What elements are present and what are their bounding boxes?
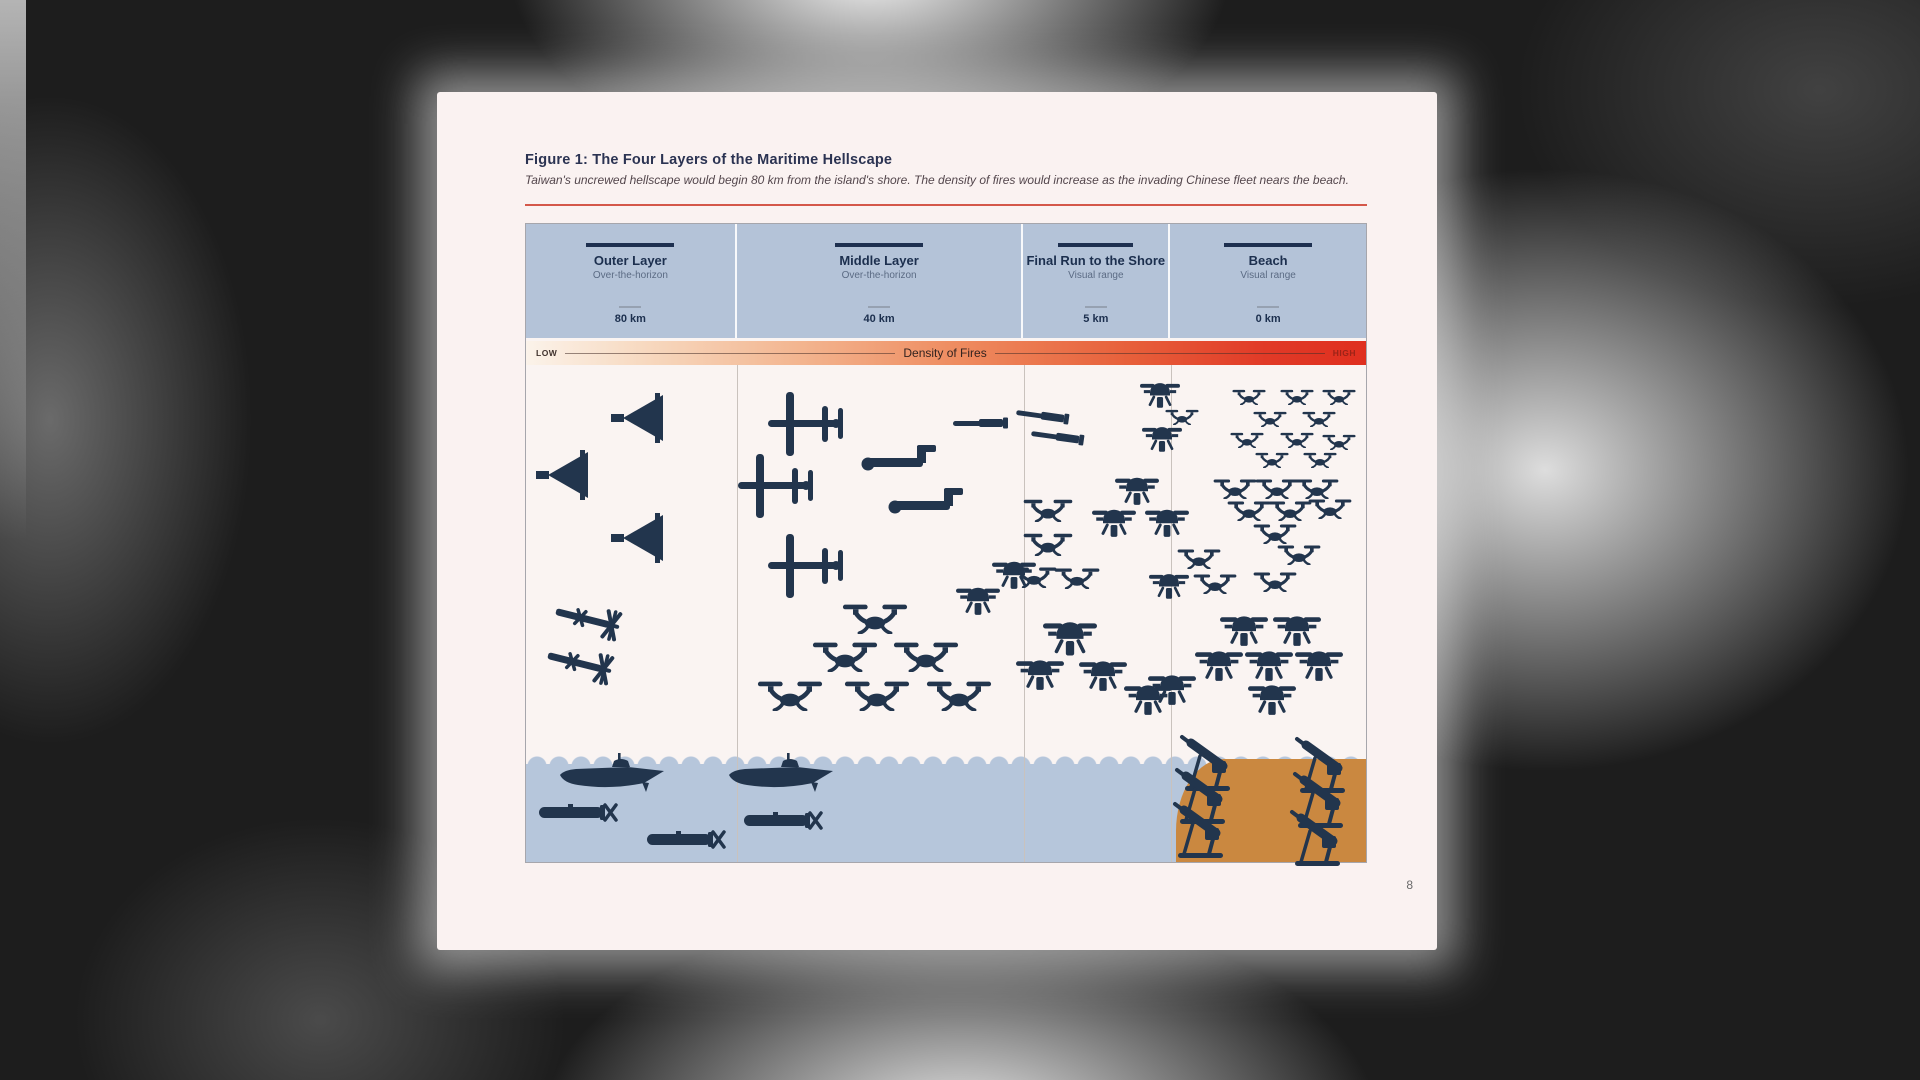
column-accent-bar [1224, 243, 1312, 247]
quadcopter-icon [1322, 388, 1356, 405]
quadcopter-icon [1280, 431, 1314, 448]
quadcopter-icon [893, 639, 959, 672]
figure-subtitle: Taiwan's uncrewed hellscape would begin 80 km from the island's shore. The density of fires would increase as the invading Chinese fleet nears the beach. [525, 173, 1349, 187]
quadcopter-icon [844, 678, 910, 711]
quadcopter-icon [1255, 477, 1299, 499]
column-header-1 [526, 224, 737, 338]
density-low-label: LOW [536, 348, 558, 358]
density-left-line [565, 353, 895, 354]
column-range-label: Over-the-horizon [841, 270, 917, 282]
quadcopter-icon [842, 601, 908, 634]
column-header-2 [737, 224, 1024, 338]
figure-title-rule [525, 204, 1367, 206]
unmanned-underwater-vehicle-icon [539, 802, 619, 822]
column-distance: 5 km [1083, 313, 1109, 325]
density-right-line [995, 353, 1325, 354]
column-header-3 [1023, 224, 1170, 338]
column-dash [1085, 306, 1107, 308]
column-title: Final Run to the Shore [1026, 253, 1166, 268]
fixed-wing-uav-icon [736, 453, 818, 519]
quadcopter-icon [1227, 499, 1271, 521]
quadcopter-icon [1302, 410, 1336, 427]
quadcopter-icon [1011, 565, 1057, 588]
quadcopter-icon [1268, 499, 1312, 521]
column-accent-bar [586, 243, 674, 247]
payload-quadcopter-icon [1016, 653, 1064, 694]
fixed-wing-uav-icon [766, 533, 848, 599]
payload-quadcopter-icon [1145, 503, 1189, 540]
column-dash [868, 306, 890, 308]
quadcopter-icon [757, 678, 823, 711]
density-label: Density of Fires [903, 346, 987, 360]
backdrop-light-strip [0, 0, 26, 540]
column-accent-bar [1058, 243, 1133, 247]
density-high-label: HIGH [1332, 348, 1356, 358]
quadcopter-icon [1253, 410, 1287, 427]
quadcopter-icon [1232, 388, 1266, 405]
flying-wing-drone-icon [861, 444, 937, 474]
quadcopter-icon [1193, 572, 1237, 594]
payload-quadcopter-icon [1195, 644, 1243, 685]
quadcopter-icon [1295, 477, 1339, 499]
quadcopter-icon [1177, 547, 1221, 569]
column-dash [619, 306, 641, 308]
quadcopter-icon [1230, 431, 1264, 448]
quadcopter-icon [1253, 570, 1297, 592]
payload-quadcopter-icon [1079, 654, 1127, 695]
payload-quadcopter-icon [1248, 678, 1296, 719]
column-accent-bar [835, 243, 923, 247]
column-range-label: Over-the-horizon [592, 270, 668, 282]
figure [525, 223, 1367, 863]
column-title: Outer Layer [593, 253, 667, 268]
unmanned-underwater-vehicle-icon [744, 810, 824, 830]
payload-quadcopter-icon [1295, 644, 1343, 685]
column-distance: 40 km [863, 313, 895, 325]
cruise-missile-icon [953, 416, 1009, 430]
quadcopter-icon [1255, 451, 1289, 468]
column-title: Beach [1248, 253, 1288, 268]
delta-wing-drone-icon [609, 393, 665, 443]
payload-quadcopter-icon [1092, 503, 1136, 540]
document-page [437, 92, 1437, 950]
figure-title: Figure 1: The Four Layers of the Maritime Hellscape [525, 152, 893, 168]
quadcopter-icon [1322, 433, 1356, 450]
fixed-wing-uav-icon [766, 391, 848, 457]
quadcopter-icon [1023, 497, 1073, 522]
column-dash [1257, 306, 1279, 308]
shore-missile-launcher-icon [1289, 805, 1345, 867]
unmanned-surface-vessel-icon [727, 753, 839, 793]
density-gradient-bar [526, 341, 1366, 365]
unmanned-underwater-vehicle-icon [647, 829, 727, 849]
quadcopter-icon [1303, 451, 1337, 468]
quadcopter-icon [926, 678, 992, 711]
page-number: 8 [1406, 878, 1413, 892]
delta-wing-drone-icon [609, 513, 665, 563]
column-header-4 [1170, 224, 1366, 338]
column-distance: 80 km [614, 313, 646, 325]
quadcopter-icon [1308, 497, 1352, 519]
quadcopter-icon [1253, 522, 1297, 544]
column-title: Middle Layer [839, 253, 919, 268]
payload-quadcopter-icon [1148, 668, 1196, 709]
quadcopter-icon [1213, 477, 1257, 499]
payload-quadcopter-icon [1142, 421, 1182, 455]
flying-wing-drone-icon [888, 487, 964, 517]
quadcopter-icon [812, 639, 878, 672]
column-divider [1024, 365, 1025, 862]
shore-missile-launcher-icon [1172, 797, 1228, 859]
quadcopter-icon [1277, 543, 1321, 565]
column-range-label: Visual range [1068, 270, 1124, 282]
quadcopter-icon [1054, 566, 1100, 589]
header-band [526, 224, 1366, 338]
quadcopter-icon [1023, 531, 1073, 556]
column-distance: 0 km [1255, 313, 1281, 325]
quadcopter-icon [1165, 408, 1199, 425]
payload-quadcopter-icon [1140, 377, 1180, 411]
payload-quadcopter-icon [1149, 568, 1189, 602]
column-range-label: Visual range [1240, 270, 1296, 282]
delta-wing-drone-icon [534, 450, 590, 500]
unmanned-surface-vessel-icon [558, 753, 670, 793]
quadcopter-icon [1280, 388, 1314, 405]
